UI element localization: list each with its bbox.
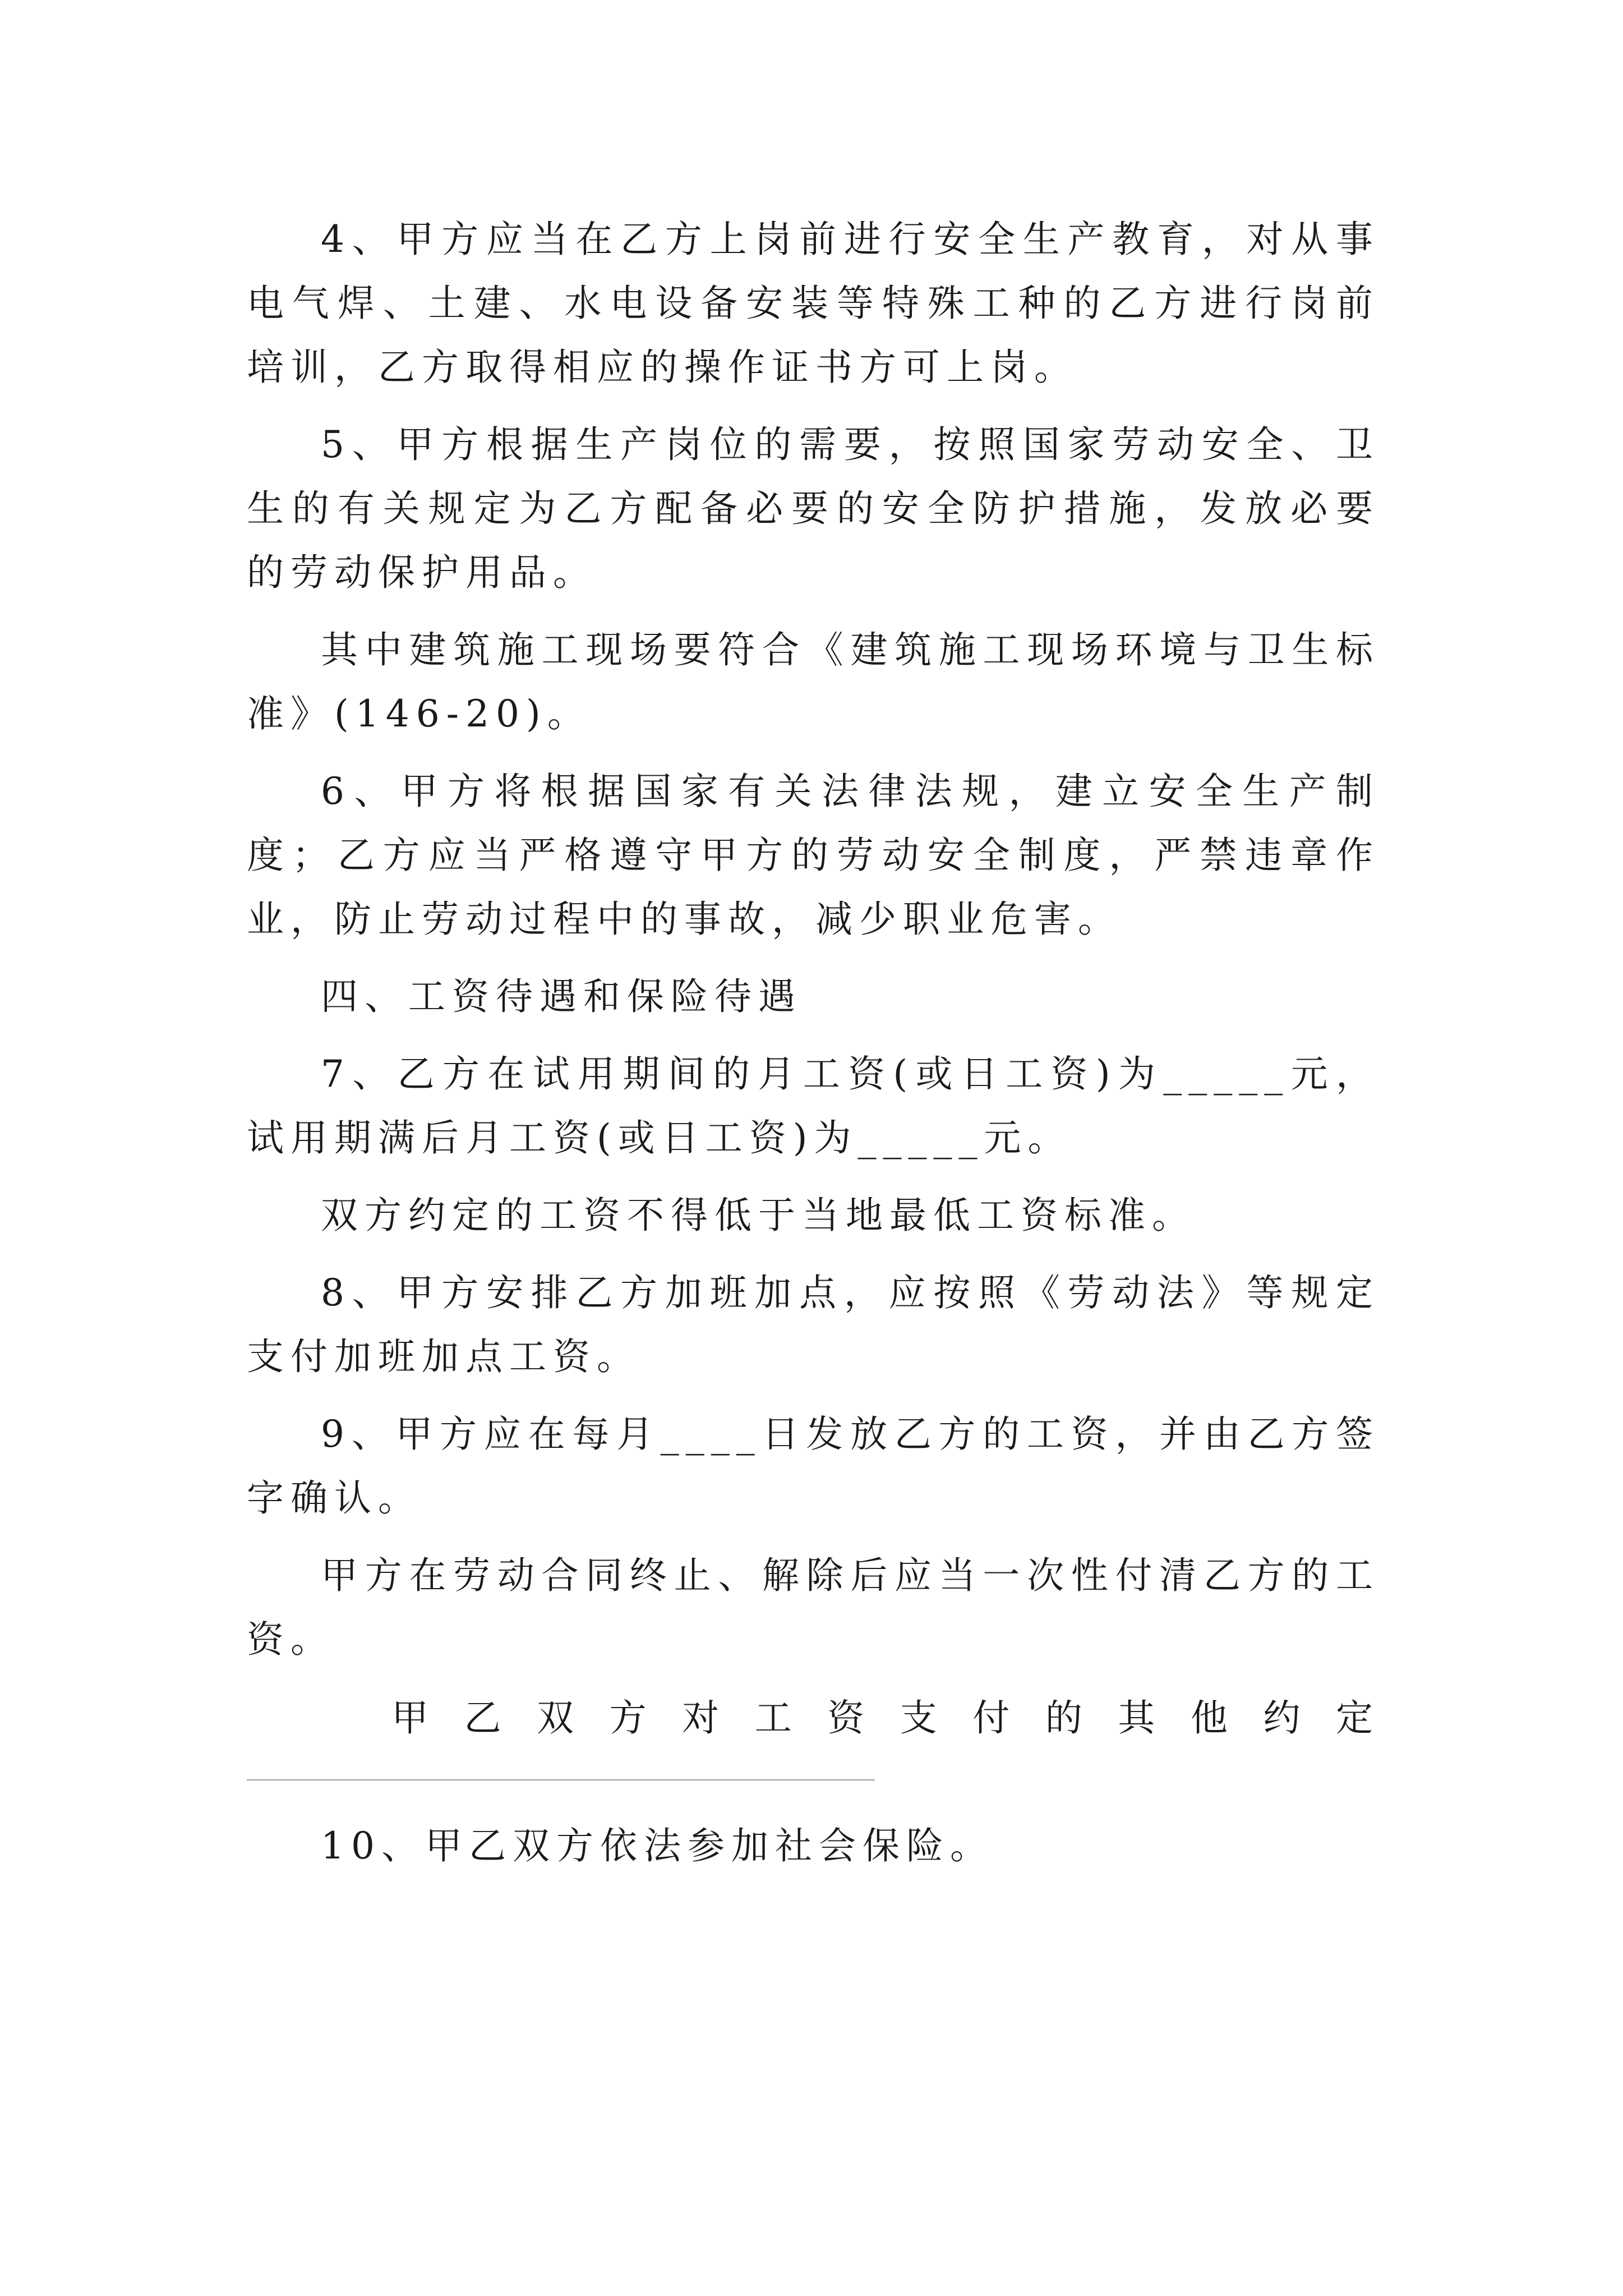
clause-7-note: 双方约定的工资不得低于当地最低工资标准。: [321, 1194, 1196, 1237]
clause-5-note: 其中建筑施工现场要符合《建筑施工现场环境与卫生标准》(146-20)。: [247, 628, 1380, 735]
clause-7: 7、乙方在试用期间的月工资(或日工资)为_____元，试用期满后月工资(或日工资)为_____元。: [247, 1052, 1380, 1159]
clause-6: 6、甲方将根据国家有关法律法规，建立安全生产制度；乙方应当严格遵守甲方的劳动安全制度，严禁违章作业，防止劳动过程中的事故，减少职业危害。: [247, 770, 1380, 941]
other-agreement-line: 甲乙双方对工资支付的其他约定: [391, 1696, 1380, 1740]
clause-9-note: 甲方在劳动合同终止、解除后应当一次性付清乙方的工资。: [247, 1554, 1380, 1661]
section-heading-wages: 四、工资待遇和保险待遇: [321, 975, 802, 1018]
clause-4: 4、甲方应当在乙方上岗前进行安全生产教育，对从事电气焊、土建、水电设备安装等特殊工种的乙方进行岗前培训，乙方取得相应的操作证书方可上岗。: [247, 218, 1380, 389]
clause-8: 8、甲方安排乙方加班加点，应按照《劳动法》等规定支付加班加点工资。: [247, 1271, 1380, 1378]
document-body: [247, 208, 1380, 1878]
clause-10: 10、甲乙双方依法参加社会保险。: [321, 1824, 994, 1867]
clause-5: 5、甲方根据生产岗位的需要，按照国家劳动安全、卫生的有关规定为乙方配备必要的安全防护措施，发放必要的劳动保护用品。: [247, 423, 1380, 594]
blank-fill-line: [247, 1779, 875, 1780]
clause-9: 9、甲方应在每月____日发放乙方的工资，并由乙方签字确认。: [247, 1412, 1380, 1520]
